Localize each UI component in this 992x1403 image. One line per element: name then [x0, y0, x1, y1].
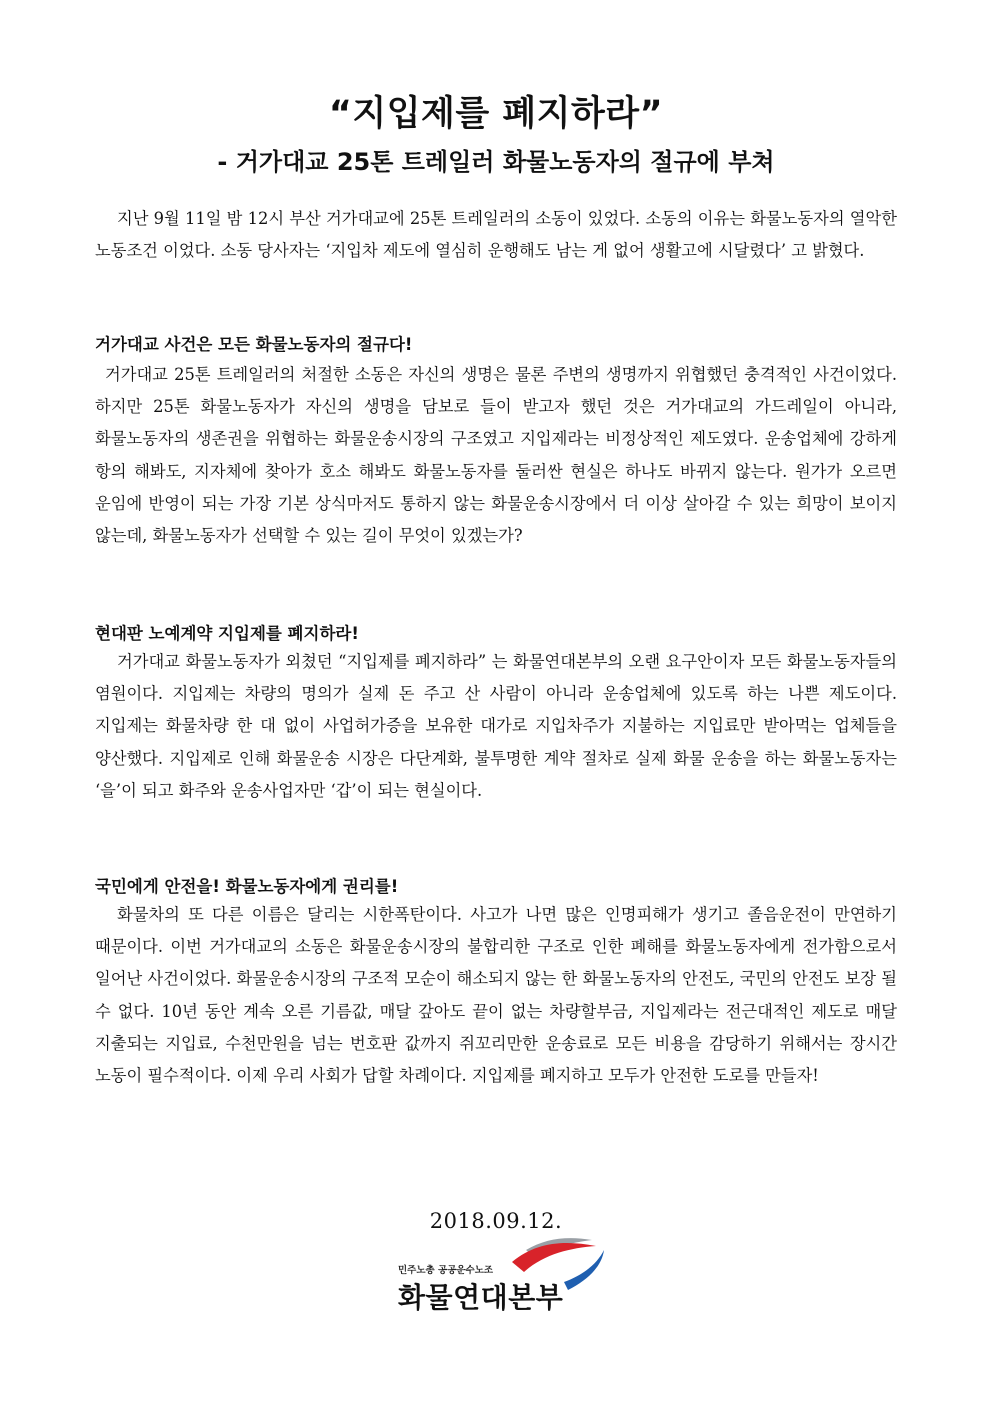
section-body-3: 화물차의 또 다른 이름은 달리는 시한폭탄이다. 사고가 나면 많은 인명피해가 생기고 졸음운전이 만연하기 때문이다. 이번 거가대교의 소동은 화물운송시장의 불합리한 구조로 인한 폐해를 화물노동자에게 전가함으로서 일어난 사건이었다. 화물운송시장의 구조적 모순이 해소되지 않는 한 화물노동자의 안전도, 국민의 안전도 보장 될 수 없다. 10년 동안 계속 오른 기름값, 매달 갚아도 끝이 없는 차량할부금, 지입제라는 전근대적인 제도로 매달 지출되는 지입료, 수천만원을 넘는 번호판 값까지 쥐꼬리만한 운송료로 모든 비용을 감당하기 위해서는 장시간 노동이 필수적이다. 이제 우리 사회가 답할 차례이다. 지입제를 폐지하고 모두가 안전한 도로를 만들자!	[95, 905, 897, 1086]
intro-paragraph: 지난 9월 11일 밤 12시 부산 거가대교에 25톤 트레일러의 소동이 있었다. 소동의 이유는 화물노동자의 열악한 노동조건 이었다. 소동 당사자는 ‘지입차 제도에 열심히 운행해도 남는 게 없어 생활고에 시달렸다’ 고 밝혔다.	[95, 209, 897, 261]
logo-org-top: 민주노총 공공운수노조	[398, 1265, 494, 1276]
document-date: 2018.09.12.	[429, 1209, 563, 1233]
section-body-2: 거가대교 화물노동자가 외쳤던 “지입제를 폐지하라” 는 화물연대본부의 오랜 요구안이자 모든 화물노동자들의 염원이다. 지입제는 차량의 명의가 실제 돈 주고 산 사람이 아니라 운송업체에 있도록 하는 나쁜 제도이다. 지입제는 화물차량 한 대 없이 사업허가증을 보유한 대가로 지입차주가 지불하는 지입료만 받아먹는 업체들을 양산했다. 지입제로 인해 화물운송 시장은 다단계화, 불투명한 계약 절차로 실제 화물 운송을 하는 화물노동자는 ‘을’이 되고 화주와 운송사업자만 ‘갑’이 되는 현실이다.	[95, 652, 897, 800]
organization-logo	[398, 1232, 608, 1322]
document-subtitle: - 거가대교 25톤 트레일러 화물노동자의 절규에 부쳐	[217, 148, 775, 176]
section-heading-3: 국민에게 안전을! 화물노동자에게 권리를!	[95, 877, 399, 896]
section-body-1: 거가대교 25톤 트레일러의 처절한 소동은 자신의 생명은 물론 주변의 생명까지 위협했던 충격적인 사건이었다. 하지만 25톤 화물노동자가 자신의 생명을 담보로 들이 받고자 했던 것은 거가대교의 가드레일이 아니라, 화물노동자의 생존권을 위협하는 화물운송시장의 구조였고 지입제라는 비정상적인 제도였다. 운송업체에 강하게 항의 해봐도, 지자체에 찾아가 호소 해봐도 화물노동자를 둘러싼 현실은 하나도 바뀌지 않는다. 원가가 오르면 운임에 반영이 되는 가장 기본 상식마저도 통하지 않는 화물운송시장에서 더 이상 살아갈 수 있는 희망이 보이지 않는데, 화물노동자가 선택할 수 있는 길이 무엇이 있겠는가?	[95, 365, 897, 546]
section-heading-2: 현대판 노예계약 지입제를 폐지하라!	[95, 624, 359, 643]
logo-org-main: 화물연대본부	[398, 1281, 564, 1314]
section-heading-1: 거가대교 사건은 모든 화물노동자의 절규다!	[95, 335, 413, 354]
document-title: “지입제를 폐지하라”	[328, 94, 664, 134]
